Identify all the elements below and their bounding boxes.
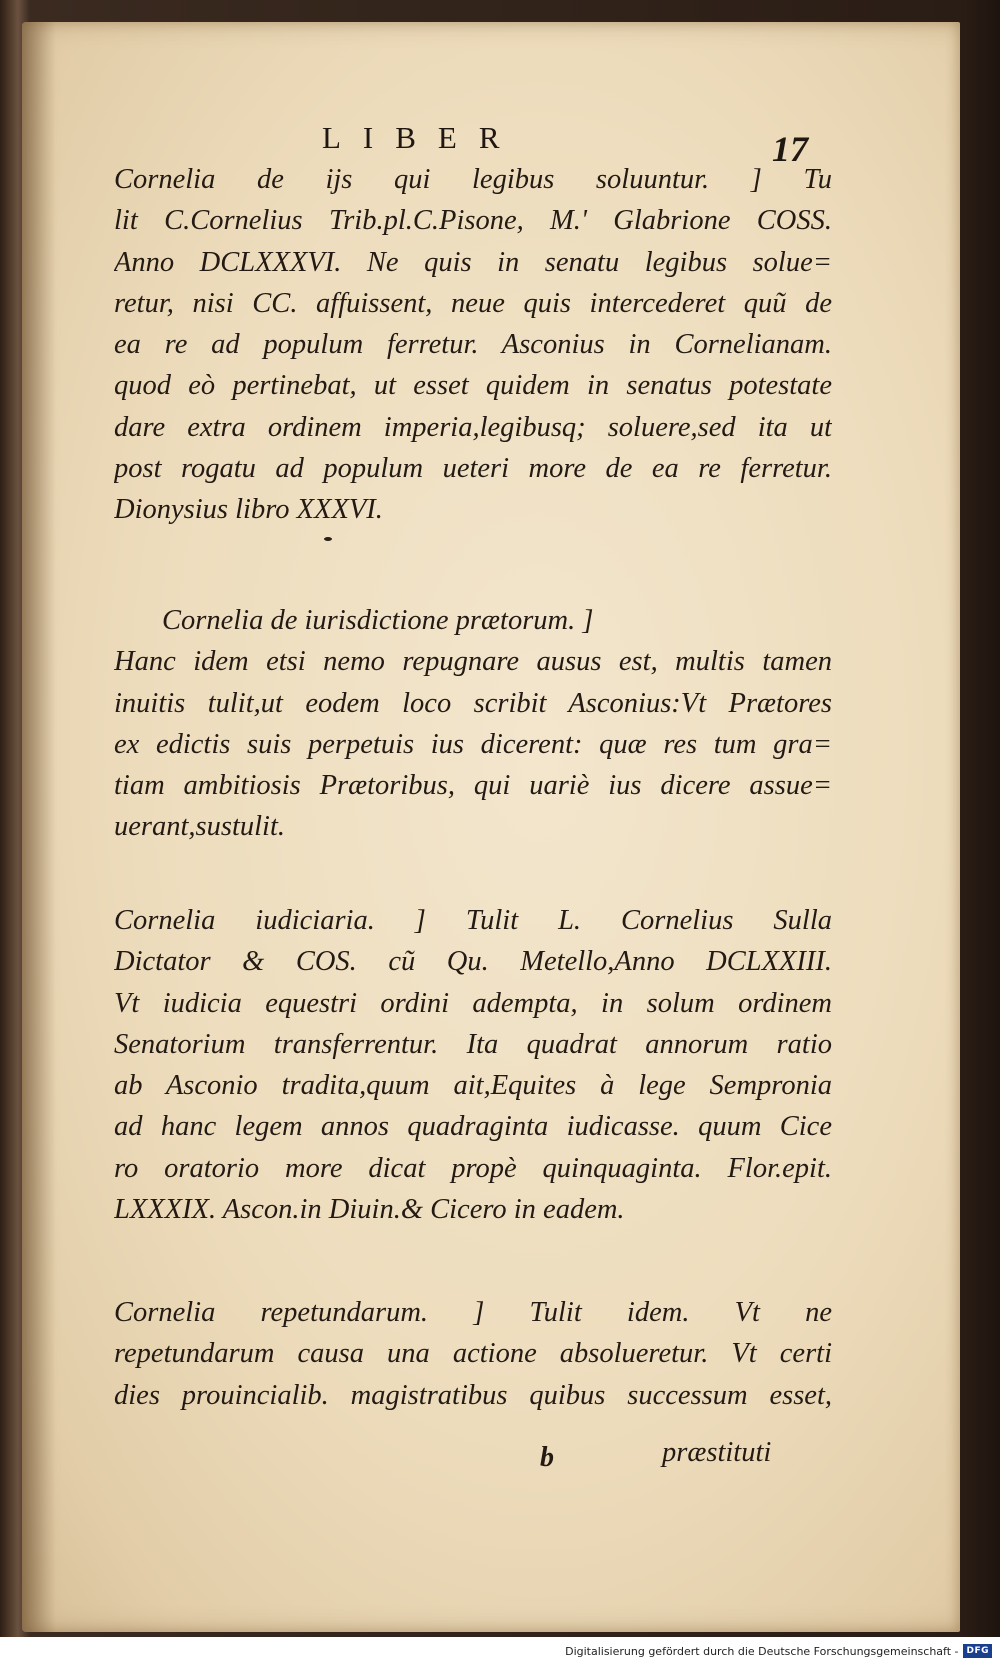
text-line: dare extra ordinem imperia,legibusq; soluere,sed ita ut [114,411,832,443]
text-line: Hanc idem etsi nemo repugnare ausus est, multis tamen [114,646,832,678]
dfg-logo-icon: DFG [963,1644,992,1658]
catchword: præstituti [662,1437,772,1468]
text-line: ab Asconio tradita,quum ait,Equites à lege Sempronia [114,1070,832,1102]
footer-credit: Digitalisierung gefördert durch die Deutsche Forschungsgemeinschaft - [565,1644,959,1658]
text-line: Anno DCLXXXVI. Ne quis in senatu legibus solue= [114,246,832,278]
text-line: Vt iudicia equestri ordini adempta, in solum ordinem [114,987,832,1019]
text-line: Cornelia repetundarum. ] Tulit idem. Vt ne [114,1297,832,1328]
text-line: Cornelia iudiciaria. ] Tulit L. Cornelius Sulla [114,905,832,936]
digitization-footer [0,1637,1000,1665]
text-line: dies prouincialib. magistratibus quibus successum esset, [114,1379,832,1411]
text-line: ro oratorio more dicat propè quinquaginta. Flor.epit. [114,1152,832,1184]
paragraph-lex-cornelia-de-iurisdictione [114,600,832,848]
text-line: repetundarum causa una actione absolueretur. Vt certi [114,1338,832,1370]
text-line: lit C.Cornelius Trib.pl.C.Pisone, M.' Glabrione COSS. [114,205,832,237]
ink-speck [324,537,332,541]
text-line: uerant,sustulit. [114,811,286,843]
text-line: inuitis tulit,ut eodem loco scribit Asconius:Vt Prætores [114,687,832,719]
text-line: quod eò pertinebat, ut esset quidem in senatus potestate [114,370,832,402]
paragraph-lex-cornelia-repetundarum [114,1292,832,1416]
text-line: Dionysius libro XXXVI. [114,494,383,526]
text-line: ad hanc legem annos quadraginta iudicasse. quum Cice [114,1111,832,1143]
book-page [22,22,960,1632]
text-line: retur, nisi CC. affuissent, neue quis intercederet quũ de [114,287,832,319]
text-line: Senatorium transferrentur. Ita quadrat annorum ratio [114,1028,832,1060]
page-number: 17 [772,129,808,169]
text-line: Dictator & COS. cũ Qu. Metello,Anno DCLXXIII. [114,946,832,978]
signature-mark: b [540,1442,554,1473]
text-line: tiam ambitiosis Prætoribus, qui uariè ius dicere assue= [114,770,832,802]
text-line: ea re ad populum ferretur. Asconius in Cornelianam. [114,329,832,361]
running-head: LIBER [322,120,522,155]
text-line: LXXXIX. Ascon.in Diuin.& Cicero in eadem. [114,1194,625,1226]
text-line: ex edictis suis perpetuis ius dicerent: quæ res tum gra= [114,728,832,760]
paragraph-lex-cornelia-de-legibus [114,159,832,531]
text-line: post rogatu ad populum ueteri more de ea re ferretur. [114,453,832,485]
text-line: Cornelia de iurisdictione prætorum. ] [162,605,594,636]
text-line: Cornelia de ijs qui legibus soluuntur. ] Tu [114,164,832,195]
paragraph-lex-cornelia-iudiciaria [114,900,832,1230]
